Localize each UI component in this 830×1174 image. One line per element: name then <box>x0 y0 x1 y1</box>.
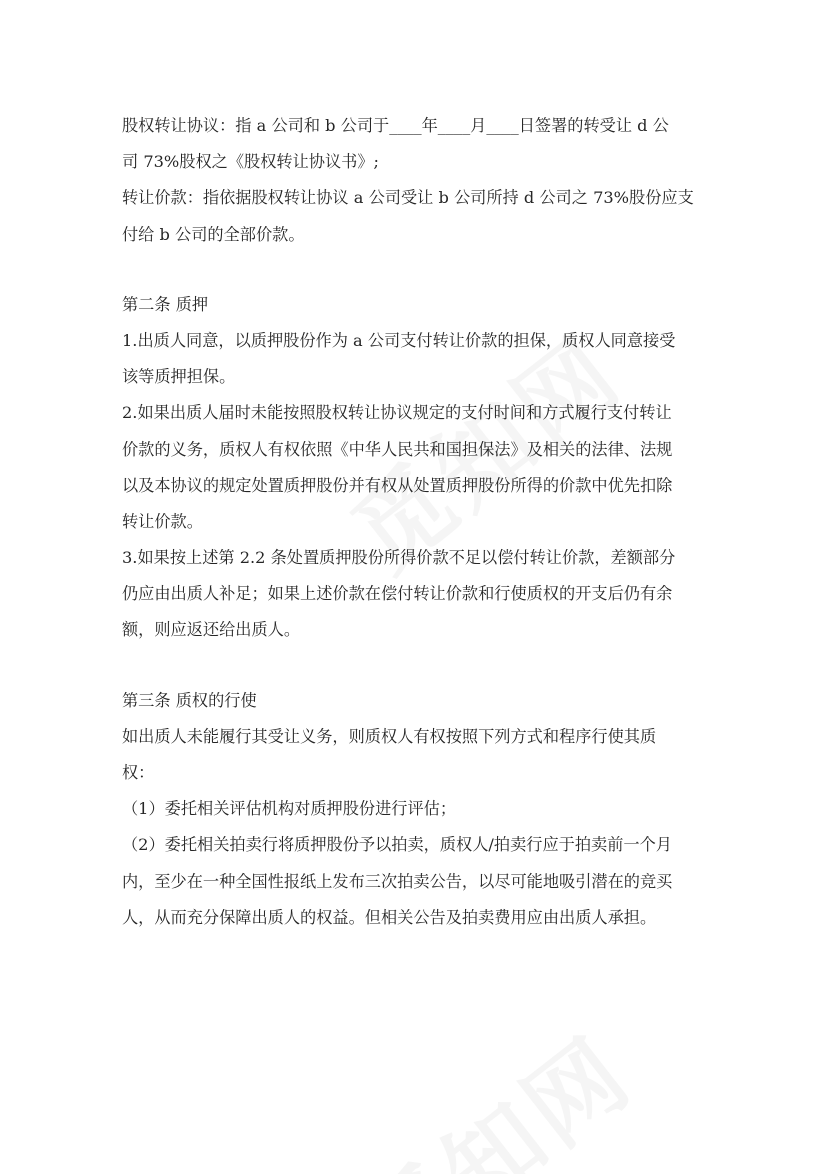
text-line: 1.出质人同意，以质押股份作为 a 公司支付转让价款的担保，质权人同意接受 <box>122 330 676 350</box>
text-line: （1）委托相关评估机构对质押股份进行评估； <box>122 799 457 819</box>
text-line: 人，从而充分保障出质人的权益。但相关公告及拍卖费用应由出质人承担。 <box>122 907 657 927</box>
text-line: 转让价款。 <box>122 511 203 531</box>
definition-transfer-price <box>122 180 712 252</box>
text-line: 仍应由出质人补足；如果上述价款在偿付转让价款和行使质权的开支后仍有余 <box>122 584 673 604</box>
document-body <box>122 108 712 936</box>
text-line: 付给 b 公司的全部价款。 <box>122 224 305 244</box>
text-line: 3.如果按上述第 2.2 条处置质押股份所得价款不足以偿付转让价款，差额部分 <box>122 548 676 568</box>
text-line: 2.如果出质人届时未能按照股权转让协议规定的支付时间和方式履行支付转让 <box>122 403 672 423</box>
article-heading: 第三条 质权的行使 <box>122 690 257 710</box>
definition-share-transfer-agreement <box>122 108 712 180</box>
spacer <box>122 649 712 683</box>
text-line: 该等质押担保。 <box>122 367 236 387</box>
article-3-item-2 <box>122 827 712 936</box>
text-line: 如出质人未能履行其受让义务，则质权人有权按照下列方式和程序行使其质 <box>122 726 657 746</box>
text-line: （2）委托相关拍卖行将质押股份予以拍卖，质权人/拍卖行应于拍卖前一个月 <box>122 835 672 855</box>
article-heading: 第二条 质押 <box>122 294 209 314</box>
text-line: 权： <box>122 763 155 782</box>
text-line: 股权转让协议：指 a 公司和 b 公司于____年____月____日签署的转受让 d 公 <box>122 116 669 135</box>
article-3-intro <box>122 719 712 791</box>
spacer <box>122 253 712 287</box>
clause-2-2 <box>122 395 712 540</box>
article-3 <box>122 683 712 936</box>
clause-2-3 <box>122 540 712 649</box>
text-line: 司 73%股权之《股权转让协议书》; <box>122 152 380 172</box>
clause-2-1 <box>122 323 712 395</box>
text-line: 转让价款：指依据股权转让协议 a 公司受让 b 公司所持 d 公司之 73%股份应支 <box>122 188 694 208</box>
text-line: 以及本协议的规定处置质押股份并有权从处置质押股份所得的价款中优先扣除 <box>122 475 673 495</box>
article-3-item-1 <box>122 791 712 827</box>
text-line: 价款的义务，质权人有权依照《中华人民共和国担保法》及相关的法律、法规 <box>122 439 673 459</box>
watermark <box>330 1000 655 1174</box>
text-line: 内，至少在一种全国性报纸上发布三次拍卖公告，以尽可能地吸引潜在的竞买 <box>122 871 673 891</box>
article-2 <box>122 287 712 649</box>
text-line: 额，则应返还给出质人。 <box>122 620 301 640</box>
